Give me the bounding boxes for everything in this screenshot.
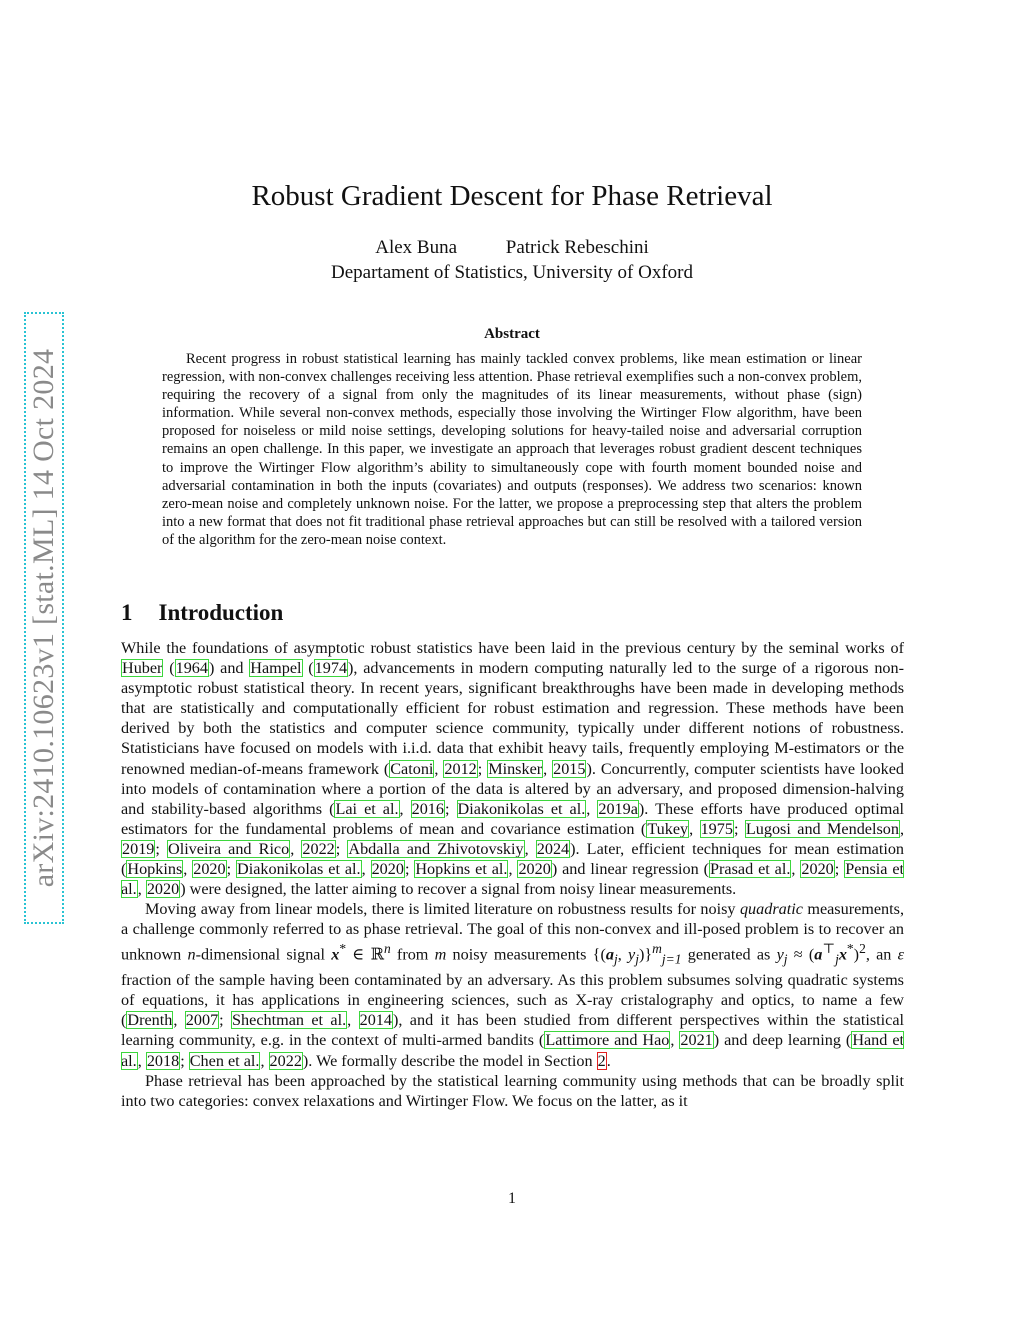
text-run: , bbox=[670, 1031, 680, 1050]
author-affiliation: Departament of Statistics, University of Oxford bbox=[331, 262, 693, 283]
paragraph bbox=[121, 1071, 904, 1111]
text-run: , bbox=[524, 839, 536, 858]
text-run: ; bbox=[834, 860, 845, 879]
text-run: , bbox=[137, 1051, 146, 1070]
body-text bbox=[121, 638, 904, 1111]
text-run: , bbox=[508, 860, 518, 879]
citation-link[interactable]: 1964 bbox=[175, 659, 208, 678]
citation-link[interactable]: 2016 bbox=[411, 799, 444, 818]
text-run: ; bbox=[444, 799, 457, 818]
page-number: 1 bbox=[508, 1190, 516, 1207]
citation-link[interactable]: Drenth bbox=[127, 1011, 173, 1030]
text-run: -dimensional signal bbox=[195, 945, 332, 964]
citation-link[interactable]: Oliveira and Rico bbox=[168, 839, 290, 858]
citation-link[interactable]: 2022 bbox=[269, 1051, 302, 1070]
author-name: Patrick Rebeschini bbox=[505, 237, 649, 258]
emphasis: quadratic bbox=[739, 900, 803, 919]
citation-link[interactable]: 2022 bbox=[302, 839, 335, 858]
citation-link[interactable]: 2020 bbox=[146, 880, 180, 899]
section-title: Introduction bbox=[158, 600, 284, 625]
text-run: , bbox=[543, 759, 553, 778]
text-run: ). Concurrently, computer scientists have looked into models of contamination where a portion of the data is altered by an adversary, and proposed dimension-halving and stability-based algorithms ( bbox=[121, 759, 905, 818]
text-run: ). These efforts have produced optimal estimators for the fundamental problems of mean and covariance estimation ( bbox=[121, 799, 905, 838]
text-run: ; bbox=[404, 860, 415, 879]
citation-link[interactable]: Abdalla and Zhivotovskiy bbox=[348, 839, 524, 858]
text-run: ) bbox=[853, 945, 860, 964]
math-symbol: a bbox=[814, 945, 823, 964]
citation-link[interactable]: 2021 bbox=[680, 1031, 713, 1050]
citation-link[interactable]: Huber bbox=[122, 659, 163, 678]
text-run: ). We formally describe the model in Section bbox=[302, 1051, 597, 1070]
citation-link[interactable]: 2012 bbox=[444, 759, 477, 778]
text-run: , bbox=[399, 799, 411, 818]
text-run: , bbox=[791, 860, 801, 879]
math-symbol: x bbox=[838, 945, 847, 964]
math-superscript: * bbox=[846, 941, 854, 957]
citation-link[interactable]: Lugosi and Mendelson bbox=[745, 819, 899, 838]
text-run: While the foundations of asymptotic robust statistics have been laid in the previous century by the seminal works of bbox=[121, 639, 904, 657]
citation-link[interactable]: Pensia et al. bbox=[121, 860, 905, 899]
text-run: ; bbox=[226, 860, 237, 879]
citation-link[interactable]: Prasad et al. bbox=[710, 860, 791, 879]
citation-link[interactable]: Hand et al. bbox=[121, 1031, 905, 1070]
math-subscript: j=1 bbox=[661, 952, 682, 968]
text-run: , bbox=[899, 819, 905, 838]
section-heading bbox=[121, 600, 283, 626]
citation-link[interactable]: Diakonikolas et al. bbox=[457, 799, 586, 818]
citation-link[interactable]: 2020 bbox=[371, 860, 404, 879]
text-run: ( bbox=[163, 659, 175, 678]
math-subscript: j bbox=[783, 952, 788, 968]
text-run: ). Later, efficient techniques for mean estimation ( bbox=[121, 839, 905, 879]
text-run: noisy measurements {( bbox=[446, 945, 606, 964]
math-superscript: n bbox=[383, 941, 391, 957]
citation-link[interactable]: 1975 bbox=[700, 819, 733, 838]
section-number: 1 bbox=[121, 600, 133, 625]
text-run: ) and linear regression ( bbox=[551, 860, 710, 879]
text-run: , bbox=[347, 1011, 359, 1030]
text-run: ∈ ℝ bbox=[346, 945, 384, 964]
text-run: ; bbox=[155, 839, 167, 858]
citation-link[interactable]: 2020 bbox=[801, 860, 834, 879]
text-run: ) and deep learning ( bbox=[713, 1031, 852, 1050]
text-run: fraction of the sample having been contaminated by an adversary. As this problem subsumes solving quadratic systems of equations, it has applications in engineering sciences, such as X-ray cristalography and optics, to name a few ( bbox=[121, 971, 904, 1030]
citation-link[interactable]: Minsker bbox=[488, 759, 543, 778]
arxiv-identifier[interactable]: arXiv:2410.10623v1 [stat.ML] 14 Oct 2024 bbox=[27, 348, 60, 888]
math-symbol: x bbox=[331, 945, 340, 964]
citation-link[interactable]: 2020 bbox=[193, 860, 226, 879]
text-run: ≈ ( bbox=[787, 945, 815, 964]
text-run: , bbox=[173, 1011, 185, 1030]
text-run: ) were designed, the latter aiming to recover a signal from noisy linear measurements. bbox=[180, 880, 737, 899]
citation-link[interactable]: Hopkins bbox=[127, 860, 183, 879]
section-reference-link[interactable]: 2 bbox=[597, 1051, 606, 1070]
math-superscript: ⊤ bbox=[822, 941, 836, 957]
text-run: , bbox=[689, 819, 700, 838]
citation-link[interactable]: Tukey bbox=[647, 819, 689, 838]
citation-link[interactable]: Lai et al. bbox=[335, 799, 399, 818]
citation-link[interactable]: Hopkins et al. bbox=[415, 860, 508, 879]
math-symbol: y bbox=[776, 945, 784, 964]
citation-link[interactable]: 2020 bbox=[518, 860, 551, 879]
citation-link[interactable]: 2018 bbox=[146, 1051, 180, 1070]
text-run: , bbox=[183, 860, 193, 879]
math-subscript: j bbox=[613, 952, 618, 968]
citation-link[interactable]: 2019 bbox=[122, 839, 155, 858]
math-symbol: n bbox=[187, 945, 196, 964]
citation-link[interactable]: 2015 bbox=[553, 759, 586, 778]
citation-link[interactable]: 1974 bbox=[314, 659, 348, 678]
math-symbol: m bbox=[434, 945, 447, 964]
text-run: ; bbox=[477, 759, 488, 778]
text-run: , bbox=[617, 945, 628, 964]
paper-title: Robust Gradient Descent for Phase Retrieval bbox=[251, 180, 773, 212]
text-run: Phase retrieval has been approached by the statistical learning community using methods that can be broadly split into two categories: convex relaxations and Wirtinger Flow. We focus on the latter, as it bbox=[121, 1071, 904, 1110]
text-run: measurements, a challenge commonly referred to as phase retrieval. The goal of this non-convex and ill-posed problem is to recover an unknown bbox=[121, 900, 904, 964]
text-run: ), advancements in modern computing naturally led to the surge of a rigorous non-asymptotic robust statistical theory. In recent years, significant breakthroughs have been made in developing methods that are statistically and computationally efficient for robust estimation and regression. These methods have been derived by both the statistics and computer science community, typically under different notions of robustness. Statisticians have focused on models with i.i.d. data that exhibit heavy tails, frequently employing M-estimators or the renowned median-of-means framework ( bbox=[121, 659, 905, 778]
text-run: ; bbox=[219, 1011, 232, 1030]
text-run: ) and bbox=[208, 659, 250, 678]
citation-link[interactable]: Catoni bbox=[390, 759, 434, 778]
text-run: ; bbox=[733, 819, 745, 838]
paragraph bbox=[121, 638, 904, 899]
text-run: , bbox=[137, 880, 146, 899]
text-run: , bbox=[361, 860, 371, 879]
math-symbol: a bbox=[605, 945, 614, 964]
citation-link[interactable]: 2024 bbox=[536, 839, 570, 858]
citation-link[interactable]: 2019a bbox=[598, 799, 638, 818]
author-list bbox=[0, 237, 1024, 259]
citation-link[interactable]: Hampel bbox=[250, 659, 302, 678]
citation-link[interactable]: Diakonikolas et al. bbox=[237, 860, 361, 879]
text-run: , bbox=[260, 1051, 269, 1070]
math-superscript: m bbox=[652, 941, 662, 957]
citation-link[interactable]: 2007 bbox=[185, 1011, 219, 1030]
text-run: ; bbox=[335, 839, 348, 858]
citation-link[interactable]: Lattimore and Hao bbox=[545, 1031, 670, 1050]
text-run: from bbox=[390, 945, 435, 964]
abstract-heading: Abstract bbox=[484, 326, 540, 342]
math-subscript: j bbox=[635, 952, 639, 968]
text-run: ), and it has been studied from different perspectives within the statistical learning community, e.g. in the context of multi-armed bandits ( bbox=[121, 1011, 905, 1050]
citation-link[interactable]: 2014 bbox=[359, 1011, 392, 1030]
text-run: . bbox=[606, 1051, 611, 1070]
text-run: , bbox=[290, 839, 302, 858]
citation-link[interactable]: Shechtman et al. bbox=[232, 1011, 347, 1030]
math-superscript: * bbox=[339, 941, 347, 957]
text-run: generated as bbox=[681, 945, 777, 964]
paragraph bbox=[121, 899, 904, 1070]
text-run: ; bbox=[180, 1051, 189, 1070]
author-name: Alex Buna bbox=[375, 237, 458, 258]
text-run: , bbox=[586, 799, 598, 818]
math-superscript: 2 bbox=[859, 941, 866, 957]
citation-link[interactable]: Chen et al. bbox=[189, 1051, 260, 1070]
math-symbol: y bbox=[628, 945, 636, 964]
text-run: )} bbox=[638, 945, 653, 964]
abstract-text: Recent progress in robust statistical learning has mainly tackled convex problems, like mean estimation or linear regression, with non-convex challenges receiving less attention. Phase retrieval exemplifies such a non-convex problem, requiring the recovery of a signal from only the magnitudes of its linear measurements, without phase (sign) information. While several non-convex methods, especially those involving the Wirtinger Flow algorithm, have been proposed for noiseless or mild noise settings, developing solutions for heavy-tailed noise and adversarial corruption remains an open challenge. In this paper, we investigate an approach that leverages robust gradient descent techniques to improve the Wirtinger Flow algorithm’s ability to simultaneously cope with fourth moment bounded noise and adversarial contamination in both the inputs (covariates) and outputs (responses). We address two scenarios: known zero-mean noise and completely unknown noise. For the latter, we propose a preprocessing step that alters the problem into a new format that does not fit traditional phase retrieval approaches but can still be resolved with a tailored version of the algorithm for the zero-mean noise context. bbox=[162, 351, 862, 548]
text-run: ( bbox=[302, 659, 314, 678]
text-run: , an bbox=[865, 945, 898, 964]
text-run: , bbox=[434, 759, 444, 778]
math-subscript: j bbox=[835, 952, 839, 968]
text-run: Moving away from linear models, there is limited literature on robustness results for noisy bbox=[145, 900, 740, 919]
math-symbol: ε bbox=[897, 945, 904, 964]
arxiv-sidebar-stamp[interactable] bbox=[24, 312, 64, 924]
